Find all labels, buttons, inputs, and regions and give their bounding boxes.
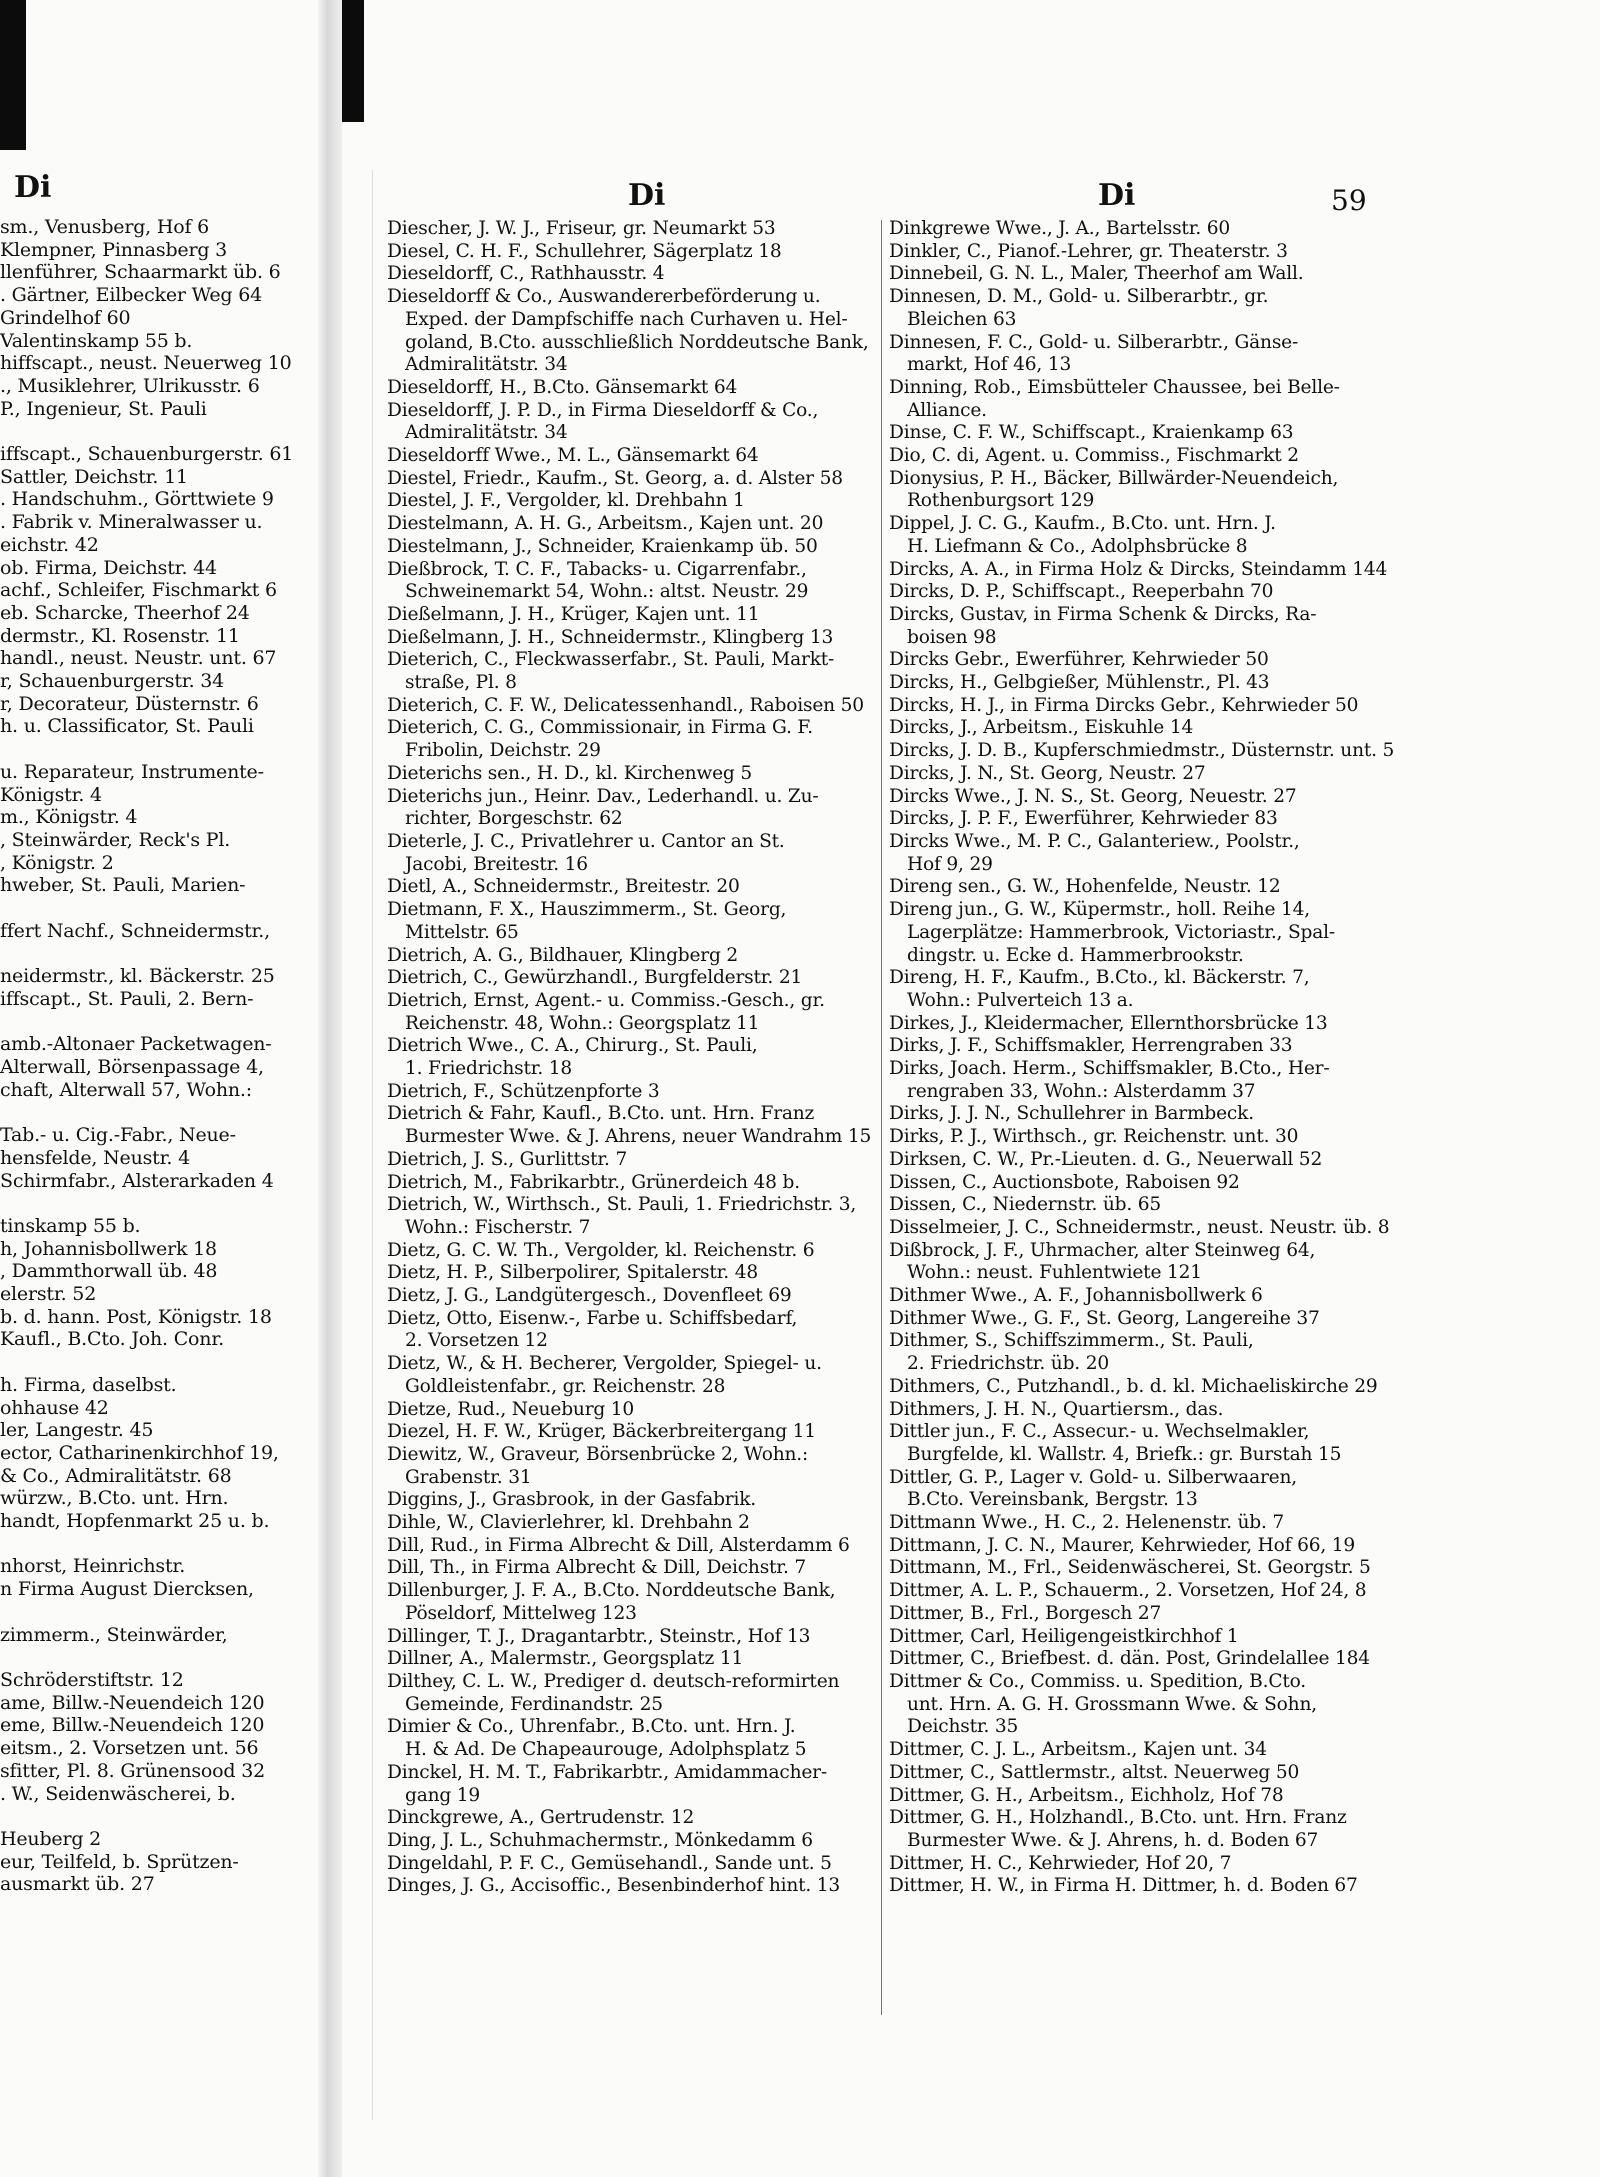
- directory-entry: Wohn.: neust. Fuhlentwiete 121: [907, 1262, 1202, 1284]
- directory-entry: Dircks, H., Gelbgießer, Mühlenstr., Pl. 43: [889, 672, 1270, 694]
- directory-entry: Dietrich, W., Wirthsch., St. Pauli, 1. Friedrichstr. 3,: [387, 1194, 857, 1216]
- directory-entry: Admiralitätstr. 34: [405, 422, 568, 444]
- directory-entry: & Co., Admiralitätstr. 68: [0, 1464, 232, 1487]
- directory-entry: Diestel, J. F., Vergolder, kl. Drehbahn 1: [387, 490, 745, 512]
- directory-entry: Schweinemarkt 54, Wohn.: altst. Neustr. 29: [405, 581, 809, 603]
- directory-entry: h, Johannisbollwerk 18: [0, 1237, 217, 1260]
- directory-entry: Dittmer, B., Frl., Borgesch 27: [889, 1602, 1162, 1624]
- directory-entry: Dietrich Wwe., C. A., Chirurg., St. Pauli,: [387, 1035, 758, 1057]
- directory-entry: Diesel, C. H. F., Schullehrer, Sägerplatz 18: [387, 240, 782, 262]
- directory-entry: Dieseldorff, H., B.Cto. Gänsemarkt 64: [387, 376, 738, 398]
- directory-entry: Direng jun., G. W., Küpermstr., holl. Reihe 14,: [889, 899, 1310, 921]
- directory-entry: Wohn.: Pulverteich 13 a.: [907, 989, 1134, 1011]
- directory-entry: Dießbrock, T. C. F., Tabacks- u. Cigarrenfabr.,: [387, 558, 807, 580]
- directory-entry: Diescher, J. W. J., Friseur, gr. Neumarkt 53: [387, 218, 776, 239]
- directory-entry: ausmarkt üb. 27: [0, 1873, 155, 1896]
- directory-entry: H. Liefmann & Co., Adolphsbrücke 8: [907, 535, 1248, 557]
- directory-entry: dingstr. u. Ecke d. Hammerbrookstr.: [907, 944, 1244, 966]
- right-column: [889, 218, 1441, 1898]
- directory-entry: 2. Friedrichstr. üb. 20: [907, 1353, 1109, 1375]
- directory-entry: Diestelmann, J., Schneider, Kraienkamp üb. 50: [387, 535, 818, 557]
- directory-entry: Lagerplätze: Hammerbrook, Victoriastr., Spal-: [907, 921, 1335, 943]
- directory-entry: Dittmer, C., Sattlermstr., altst. Neuerweg 50: [889, 1761, 1300, 1783]
- directory-entry: Dittmer, G. H., Arbeitsm., Eichholz, Hof 78: [889, 1784, 1284, 1806]
- directory-entry: elerstr. 52: [0, 1283, 97, 1306]
- directory-entry: Dießelmann, J. H., Schneidermstr., Klingberg 13: [387, 626, 834, 648]
- directory-entry: Dieseldorff, J. P. D., in Firma Dieseldorff & Co.,: [387, 399, 819, 421]
- directory-entry: Dissen, C., Niedernstr. üb. 65: [889, 1194, 1162, 1216]
- directory-entry: ., Musiklehrer, Ulrikusstr. 6: [0, 374, 260, 397]
- book-gutter: [318, 0, 342, 2177]
- directory-entry: Dieterich, C., Fleckwasserfabr., St. Pauli, Markt-: [387, 649, 835, 671]
- directory-entry: Diggins, J., Grasbrook, in der Gasfabrik.: [387, 1489, 757, 1511]
- directory-entry: zimmerm., Steinwärder,: [0, 1623, 228, 1646]
- directory-entry: [0, 1533, 310, 1556]
- directory-entry: ob. Firma, Deichstr. 44: [0, 556, 217, 579]
- directory-entry: [0, 943, 310, 966]
- directory-entry: Kaufl., B.Cto. Joh. Conr.: [0, 1328, 224, 1351]
- directory-entry: gang 19: [405, 1784, 481, 1806]
- middle-column: [387, 218, 873, 1898]
- directory-entry: [0, 420, 310, 443]
- directory-entry: Dietrich, Ernst, Agent.- u. Commiss.-Gesch., gr.: [387, 989, 825, 1011]
- directory-entry: Dillenburger, J. F. A., B.Cto. Norddeutsche Bank,: [387, 1580, 836, 1602]
- directory-entry: hiffscapt., neust. Neuerweg 10: [0, 352, 292, 375]
- directory-entry: Tab.- u. Cig.-Fabr., Neue-: [0, 1124, 236, 1147]
- directory-entry: Dieterich, C. G., Commissionair, in Firma G. F.: [387, 717, 813, 739]
- directory-entry: h. Firma, daselbst.: [0, 1373, 177, 1396]
- directory-entry: Dissen, C., Auctionsbote, Raboisen 92: [889, 1171, 1240, 1193]
- directory-entry: Ding, J. L., Schuhmachermstr., Mönkedamm 6: [387, 1829, 813, 1851]
- directory-entry: Gemeinde, Ferdinandstr. 25: [405, 1693, 663, 1715]
- directory-entry: chaft, Alterwall 57, Wohn.:: [0, 1078, 252, 1101]
- directory-entry: Dirkes, J., Kleidermacher, Ellernthorsbrücke 13: [889, 1012, 1328, 1034]
- directory-entry: Burmester Wwe. & J. Ahrens, neuer Wandrahm 15: [405, 1126, 872, 1148]
- directory-entry: [0, 1192, 310, 1215]
- directory-entry: Dilthey, C. L. W., Prediger d. deutsch-reformirten: [387, 1671, 840, 1692]
- directory-entry: rengraben 33, Wohn.: Alsterdamm 37: [907, 1080, 1256, 1102]
- directory-entry: r, Decorateur, Düsternstr. 6: [0, 692, 259, 715]
- directory-entry: [0, 897, 310, 920]
- directory-entry: Dinkgrewe Wwe., J. A., Bartelsstr. 60: [889, 218, 1231, 239]
- directory-entry: Dießelmann, J. H., Krüger, Kajen unt. 11: [387, 603, 760, 625]
- column-divider: [881, 220, 882, 2015]
- directory-entry: [0, 1011, 310, 1034]
- directory-entry: ler, Langestr. 45: [0, 1419, 154, 1442]
- directory-entry: würzw., B.Cto. unt. Hrn.: [0, 1487, 229, 1510]
- directory-entry: Dithmers, C., Putzhandl., b. d. kl. Michaeliskirche 29: [889, 1375, 1378, 1397]
- directory-entry: Exped. der Dampfschiffe nach Curhaven u. Hel-: [405, 308, 848, 330]
- directory-entry: Dittmer & Co., Commiss. u. Spedition, B.Cto.: [889, 1671, 1307, 1692]
- directory-entry: . W., Seidenwäscherei, b.: [0, 1782, 236, 1805]
- directory-entry: Klempner, Pinnasberg 3: [0, 238, 228, 261]
- directory-entry: Dircks, J. D. B., Kupferschmiedmstr., Düsternstr. unt. 5: [889, 740, 1395, 762]
- directory-entry: Dithmer, S., Schiffszimmerm., St. Pauli,: [889, 1330, 1254, 1352]
- directory-entry: Burgfelde, kl. Wallstr. 4, Briefk.: gr. Burstah 15: [907, 1443, 1342, 1465]
- directory-entry: goland, B.Cto. ausschließlich Norddeutsche Bank,: [405, 331, 869, 353]
- directory-entry: iffscapt., Schauenburgerstr. 61: [0, 443, 294, 466]
- directory-entry: Dittmer, Carl, Heiligengeistkirchhof 1: [889, 1625, 1239, 1647]
- directory-entry: Diewitz, W., Graveur, Börsenbrücke 2, Wohn.:: [387, 1443, 809, 1465]
- directory-entry: sm., Venusberg, Hof 6: [0, 216, 210, 238]
- directory-entry: straße, Pl. 8: [405, 672, 517, 694]
- directory-entry: Dinnesen, F. C., Gold- u. Silberarbtr., Gänse-: [889, 331, 1299, 353]
- directory-entry: m., Königstr. 4: [0, 806, 138, 829]
- directory-entry: Dietrich, A. G., Bildhauer, Klingberg 2: [387, 944, 739, 966]
- directory-entry: Königstr. 4: [0, 783, 102, 806]
- directory-entry: eme, Billw.-Neuendeich 120: [0, 1714, 265, 1737]
- directory-entry: Wohn.: Fischerstr. 7: [405, 1216, 591, 1238]
- directory-entry: Pöseldorf, Mittelweg 123: [405, 1602, 637, 1624]
- right-header: Di: [1098, 178, 1136, 213]
- directory-entry: ector, Catharinenkirchhof 19,: [0, 1441, 279, 1464]
- directory-entry: Dircks Gebr., Ewerführer, Kehrwieder 50: [889, 649, 1269, 671]
- directory-entry: Alliance.: [907, 399, 987, 421]
- directory-entry: Bleichen 63: [907, 308, 1017, 330]
- directory-entry: unt. Hrn. A. G. H. Grossmann Wwe. & Sohn,: [907, 1693, 1317, 1715]
- directory-entry: Dirks, P. J., Wirthsch., gr. Reichenstr. unt. 30: [889, 1126, 1299, 1148]
- directory-entry: Dietl, A., Schneidermstr., Breitestr. 20: [387, 876, 740, 898]
- directory-entry: Direng, H. F., Kaufm., B.Cto., kl. Bäckerstr. 7,: [889, 967, 1310, 989]
- directory-entry: Diestel, Friedr., Kaufm., St. Georg, a. d. Alster 58: [387, 467, 843, 489]
- directory-entry: eb. Scharcke, Theerhof 24: [0, 601, 250, 624]
- directory-entry: neidermstr., kl. Bäckerstr. 25: [0, 965, 275, 988]
- directory-entry: 2. Vorsetzen 12: [405, 1330, 548, 1352]
- directory-entry: Direng sen., G. W., Hohenfelde, Neustr. 12: [889, 876, 1281, 898]
- left-page: [0, 160, 310, 2140]
- directory-entry: H. & Ad. De Chapeaurouge, Adolphsplatz 5: [405, 1739, 807, 1761]
- directory-entry: Dinges, J. G., Accisoffic., Besenbinderhof hint. 13: [387, 1875, 841, 1897]
- directory-entry: , Dammthorwall üb. 48: [0, 1260, 218, 1283]
- directory-entry: Dieterichs jun., Heinr. Dav., Lederhandl. u. Zu-: [387, 785, 819, 807]
- directory-entry: , Königstr. 2: [0, 851, 114, 874]
- directory-entry: Dieterle, J. C., Privatlehrer u. Cantor an St.: [387, 830, 785, 852]
- directory-entry: Dircks Wwe., M. P. C., Galanteriew., Poolstr.,: [889, 830, 1300, 852]
- directory-entry: Dietrich & Fahr, Kaufl., B.Cto. unt. Hrn. Franz: [387, 1103, 815, 1125]
- directory-entry: u. Reparateur, Instrumente-: [0, 760, 264, 783]
- directory-entry: Dinnesen, D. M., Gold- u. Silberarbtr., gr.: [889, 286, 1269, 308]
- directory-entry: achf., Schleifer, Fischmarkt 6: [0, 579, 277, 602]
- directory-entry: sfitter, Pl. 8. Grünensood 32: [0, 1759, 265, 1782]
- directory-entry: Dietz, W., & H. Becherer, Vergolder, Spiegel- u.: [387, 1353, 822, 1375]
- directory-entry: Dietrich, J. S., Gurlittstr. 7: [387, 1148, 628, 1170]
- directory-entry: Dietz, J. G., Landgütergesch., Dovenfleet 69: [387, 1285, 792, 1307]
- directory-entry: [0, 1646, 310, 1669]
- directory-entry: hensfelde, Neustr. 4: [0, 1146, 190, 1169]
- directory-entry: Dinckgrewe, A., Gertrudenstr. 12: [387, 1807, 695, 1829]
- directory-entry: n Firma August Diercksen,: [0, 1578, 254, 1601]
- directory-entry: Dieseldorff, C., Rathhausstr. 4: [387, 263, 665, 285]
- directory-entry: ffert Nachf., Schneidermstr.,: [0, 919, 270, 942]
- directory-entry: Dittmann, J. C. N., Maurer, Kehrwieder, Hof 66, 19: [889, 1534, 1356, 1556]
- directory-entry: Diestelmann, A. H. G., Arbeitsm., Kajen unt. 20: [387, 513, 824, 535]
- directory-entry: Dill, Th., in Firma Albrecht & Dill, Deichstr. 7: [387, 1557, 806, 1579]
- directory-entry: Rothenburgsort 129: [907, 490, 1095, 512]
- directory-entry: Jacobi, Breitestr. 16: [405, 853, 588, 875]
- directory-entry: . Gärtner, Eilbecker Weg 64: [0, 284, 263, 307]
- left-column: [0, 216, 310, 1896]
- directory-entry: [0, 1805, 310, 1828]
- directory-entry: handt, Hopfenmarkt 25 u. b.: [0, 1510, 270, 1533]
- directory-entry: Heuberg 2: [0, 1827, 102, 1850]
- directory-entry: Dihle, W., Clavierlehrer, kl. Drehbahn 2: [387, 1512, 750, 1534]
- directory-entry: Dittmer, H. W., in Firma H. Dittmer, h. d. Boden 67: [889, 1875, 1358, 1897]
- directory-entry: Dietze, Rud., Neueburg 10: [387, 1398, 635, 1420]
- directory-entry: Dio, C. di, Agent. u. Commiss., Fischmarkt 2: [889, 445, 1299, 467]
- directory-entry: Dircks, J. N., St. Georg, Neustr. 27: [889, 762, 1206, 784]
- directory-entry: iffscapt., St. Pauli, 2. Bern-: [0, 987, 254, 1010]
- directory-entry: richter, Borgeschstr. 62: [405, 808, 623, 830]
- directory-entry: h. u. Classificator, St. Pauli: [0, 715, 254, 738]
- directory-entry: Dittmer, H. C., Kehrwieder, Hof 20, 7: [889, 1852, 1232, 1874]
- directory-entry: Mittelstr. 65: [405, 921, 519, 943]
- directory-entry: Disselmeier, J. C., Schneidermstr., neust. Neustr. üb. 8: [889, 1216, 1390, 1238]
- directory-entry: dermstr., Kl. Rosenstr. 11: [0, 624, 240, 647]
- directory-entry: Admiralitätstr. 34: [405, 354, 568, 376]
- directory-entry: Dinnebeil, G. N. L., Maler, Theerhof am Wall.: [889, 263, 1304, 285]
- directory-entry: Dinse, C. F. W., Schiffscapt., Kraienkamp 63: [889, 422, 1294, 444]
- directory-entry: Dietrich, M., Fabrikarbtr., Grünerdeich 48 b.: [387, 1171, 800, 1193]
- directory-entry: eur, Teilfeld, b. Sprützen-: [0, 1850, 239, 1873]
- directory-entry: r, Schauenburgerstr. 34: [0, 670, 225, 693]
- directory-entry: eitsm., 2. Vorsetzen unt. 56: [0, 1737, 259, 1760]
- directory-entry: Hof 9, 29: [907, 853, 993, 875]
- directory-entry: Dißbrock, J. F., Uhrmacher, alter Steinweg 64,: [889, 1239, 1316, 1261]
- binding-clip-left: [0, 0, 26, 150]
- directory-entry: Dittmann Wwe., H. C., 2. Helenenstr. üb. 7: [889, 1512, 1285, 1534]
- directory-entry: Dittmer, C., Briefbest. d. dän. Post, Grindelallee 184: [889, 1648, 1370, 1670]
- directory-entry: Grabenstr. 31: [405, 1466, 532, 1488]
- directory-entry: Valentinskamp 55 b.: [0, 329, 193, 352]
- directory-entry: Dittler, G. P., Lager v. Gold- u. Silberwaaren,: [889, 1466, 1297, 1488]
- directory-entry: hweber, St. Pauli, Marien-: [0, 874, 246, 897]
- directory-entry: markt, Hof 46, 13: [907, 354, 1072, 376]
- directory-entry: . Fabrik v. Mineralwasser u.: [0, 511, 263, 534]
- directory-entry: [0, 1351, 310, 1374]
- directory-entry: Dieterichs sen., H. D., kl. Kirchenweg 5: [387, 762, 752, 784]
- directory-entry: Dircks, J., Arbeitsm., Eiskuhle 14: [889, 717, 1194, 739]
- directory-entry: Alterwall, Börsenpassage 4,: [0, 1056, 264, 1079]
- directory-entry: P., Ingenieur, St. Pauli: [0, 397, 207, 420]
- directory-entry: Dircks, J. P. F., Ewerführer, Kehrwieder 83: [889, 808, 1278, 830]
- directory-entry: Dithmer Wwe., G. F., St. Georg, Langereihe 37: [889, 1307, 1320, 1329]
- directory-entry: Dittmann, M., Frl., Seidenwäscherei, St. Georgstr. 5: [889, 1557, 1371, 1579]
- directory-entry: Dietz, Otto, Eisenw.-, Farbe u. Schiffsbedarf,: [387, 1307, 798, 1329]
- directory-entry: handl., neust. Neustr. unt. 67: [0, 647, 277, 670]
- directory-entry: Schirmfabr., Alsterarkaden 4: [0, 1169, 274, 1192]
- directory-entry: Dircks, D. P., Schiffscapt., Reeperbahn 70: [889, 581, 1274, 603]
- directory-entry: , Steinwärder, Reck's Pl.: [0, 828, 231, 851]
- directory-entry: Fribolin, Deichstr. 29: [405, 740, 601, 762]
- center-header: Di: [628, 178, 666, 213]
- directory-entry: [0, 1101, 310, 1124]
- left-page-header: Di: [14, 170, 52, 205]
- directory-entry: b. d. hann. Post, Königstr. 18: [0, 1305, 272, 1328]
- directory-entry: [0, 738, 310, 761]
- directory-entry: Dippel, J. C. G., Kaufm., B.Cto. unt. Hrn. J.: [889, 513, 1276, 535]
- directory-entry: Dietrich, F., Schützenpforte 3: [387, 1080, 660, 1102]
- directory-entry: Dittler jun., F. C., Assecur.- u. Wechselmakler,: [889, 1421, 1310, 1443]
- directory-entry: B.Cto. Vereinsbank, Bergstr. 13: [907, 1489, 1198, 1511]
- directory-entry: nhorst, Heinrichstr.: [0, 1555, 186, 1578]
- directory-entry: Dieseldorff Wwe., M. L., Gänsemarkt 64: [387, 445, 759, 467]
- directory-entry: Goldleistenfabr., gr. Reichenstr. 28: [405, 1375, 726, 1397]
- directory-entry: ohhause 42: [0, 1396, 109, 1419]
- directory-entry: Dirks, Joach. Herm., Schiffsmakler, B.Cto., Her-: [889, 1058, 1330, 1080]
- directory-entry: Dinning, Rob., Eimsbütteler Chaussee, bei Belle-: [889, 376, 1340, 398]
- directory-entry: Dillinger, T. J., Dragantarbtr., Steinstr., Hof 13: [387, 1625, 811, 1647]
- directory-entry: Dietrich, C., Gewürzhandl., Burgfelderstr. 21: [387, 967, 803, 989]
- directory-entry: Dill, Rud., in Firma Albrecht & Dill, Alsterdamm 6: [387, 1534, 850, 1556]
- directory-entry: Dittmer, A. L. P., Schauerm., 2. Vorsetzen, Hof 24, 8: [889, 1580, 1367, 1602]
- directory-entry: ame, Billw.-Neuendeich 120: [0, 1691, 265, 1714]
- directory-entry: [0, 1601, 310, 1624]
- directory-entry: Sattler, Deichstr. 11: [0, 465, 188, 488]
- directory-entry: Deichstr. 35: [907, 1716, 1019, 1738]
- directory-entry: llenführer, Schaarmarkt üb. 6: [0, 261, 281, 284]
- directory-entry: Dirksen, C. W., Pr.-Lieuten. d. G., Neuerwall 52: [889, 1148, 1323, 1170]
- directory-entry: Reichenstr. 48, Wohn.: Georgsplatz 11: [405, 1012, 760, 1034]
- directory-entry: Dinkler, C., Pianof.-Lehrer, gr. Theaterstr. 3: [889, 240, 1288, 262]
- directory-entry: boisen 98: [907, 626, 997, 648]
- directory-entry: Dinckel, H. M. T., Fabrikarbtr., Amidammacher-: [387, 1761, 827, 1783]
- directory-entry: Dietmann, F. X., Hauszimmerm., St. Georg,: [387, 899, 787, 921]
- directory-entry: eichstr. 42: [0, 533, 99, 556]
- directory-entry: Dithmers, J. H. N., Quartiersm., das.: [889, 1398, 1224, 1420]
- directory-entry: Dieseldorff & Co., Auswandererbeförderung u.: [387, 286, 821, 308]
- directory-entry: Dithmer Wwe., A. F., Johannisbollwerk 6: [889, 1285, 1263, 1307]
- directory-entry: tinskamp 55 b.: [0, 1214, 141, 1237]
- directory-entry: Dillner, A., Malermstr., Georgsplatz 11: [387, 1648, 744, 1670]
- directory-entry: Grindelhof 60: [0, 306, 131, 329]
- directory-entry: Dittmer, G. H., Holzhandl., B.Cto. unt. Hrn. Franz: [889, 1807, 1347, 1829]
- directory-entry: . Handschuhm., Görttwiete 9: [0, 488, 274, 511]
- directory-entry: Dimier & Co., Uhrenfabr., B.Cto. unt. Hrn. J.: [387, 1716, 796, 1738]
- directory-entry: amb.-Altonaer Packetwagen-: [0, 1033, 272, 1056]
- directory-entry: Dirks, J. F., Schiffsmakler, Herrengraben 33: [889, 1035, 1293, 1057]
- directory-entry: Dittmer, C. J. L., Arbeitsm., Kajen unt. 34: [889, 1739, 1267, 1761]
- directory-entry: Dircks, A. A., in Firma Holz & Dircks, Steindamm 144: [889, 558, 1388, 580]
- directory-entry: Dingeldahl, P. F. C., Gemüsehandl., Sande unt. 5: [387, 1852, 832, 1874]
- directory-entry: Dircks, Gustav, in Firma Schenk & Dircks, Ra-: [889, 603, 1317, 625]
- directory-entry: Dionysius, P. H., Bäcker, Billwärder-Neuendeich,: [889, 467, 1339, 489]
- page-number: 59: [1331, 184, 1367, 217]
- directory-entry: Dircks, H. J., in Firma Dircks Gebr., Kehrwieder 50: [889, 694, 1359, 716]
- directory-entry: Burmester Wwe. & J. Ahrens, h. d. Boden 67: [907, 1829, 1319, 1851]
- directory-entry: Dieterich, C. F. W., Delicatessenhandl., Raboisen 50: [387, 694, 864, 716]
- directory-entry: Diezel, H. F. W., Krüger, Bäckerbreitergang 11: [387, 1421, 816, 1443]
- directory-entry: Dietz, H. P., Silberpolirer, Spitalerstr. 48: [387, 1262, 758, 1284]
- directory-entry: 1. Friedrichstr. 18: [405, 1058, 573, 1080]
- directory-entry: Dircks Wwe., J. N. S., St. Georg, Neuestr. 27: [889, 785, 1297, 807]
- directory-entry: Schröderstiftstr. 12: [0, 1669, 184, 1691]
- directory-entry: Dirks, J. J. N., Schullehrer in Barmbeck.: [889, 1103, 1254, 1125]
- right-page: [372, 170, 1469, 2120]
- directory-entry: Dietz, G. C. W. Th., Vergolder, kl. Reichenstr. 6: [387, 1239, 815, 1261]
